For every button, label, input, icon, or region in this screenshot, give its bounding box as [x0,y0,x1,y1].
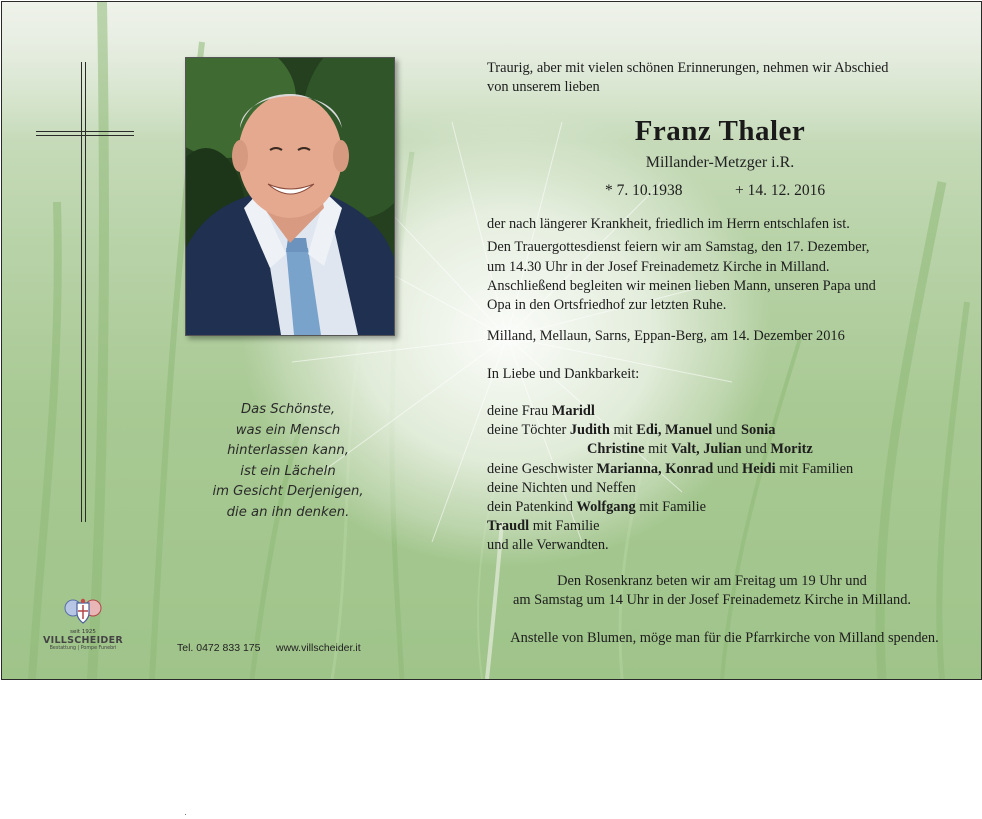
quote-line: die an ihn denken. [226,504,350,520]
rosary-line: am Samstag um 14 Uhr in der Josef Freinademetz Kirche in Milland. [512,592,912,608]
obituary-card [1,1,982,680]
deceased-name: Franz Thaler [634,115,806,147]
mourner-line-daughters [487,421,775,441]
birth-date: * 7. 10.1938 [605,182,683,199]
mourner-text: mit [609,422,637,438]
mourner-name: Maridl [551,403,595,419]
body-line: Opa in den Ortsfriedhof zur letzten Ruhe. [487,297,727,313]
place-date: Milland, Mellaun, Sarns, Eppan-Berg, am 14. Dezember 2016 [487,328,845,344]
stray-dot [185,814,186,815]
quote-line: Das Schönste, [240,402,336,417]
mourner-line-wife [487,402,595,422]
logo-subtitle: Bestattung | Pompe Funebri [49,646,117,651]
body-line: der nach längerer Krankheit, friedlich im Herrn entschlafen ist. [487,216,850,232]
mourner-text: und [741,441,771,457]
body-line: um 14.30 Uhr in der Josef Freinademetz Kirche in Milland. [487,259,830,275]
mourner-name: Marianna, Konrad [596,461,714,477]
mourner-text: mit Familie [635,499,707,515]
mourner-name: Christine [587,441,645,457]
mourner-text: und [713,461,743,477]
mourner-line-daughters-2 [587,440,813,460]
footer-phone: Tel. 0472 833 175 [177,642,261,654]
memorial-quote [198,400,378,523]
body-line: Den Trauergottesdienst feiern wir am Samstag, den 17. Dezember, [487,239,870,255]
donation-note: Anstelle von Blumen, möge man für die Pfarrkirche von Milland spenden. [510,630,939,646]
mourner-line-traudl [487,517,599,537]
logo-name: VILLSCHEIDER [42,635,124,646]
mourner-name: Edi, Manuel [636,422,713,438]
footer-website[interactable]: www.villscheider.it [276,642,361,654]
mourner-name: Moritz [770,441,813,457]
rosary-line: Den Rosenkranz beten wir am Freitag um 19 Uhr und [557,573,867,589]
mourner-line-nieces: deine Nichten und Neffen [487,480,636,496]
mourner-text: dein Patenkind [487,499,577,515]
deceased-profession: Millander-Metzger i.R. [645,154,795,171]
quote-line: im Gesicht Derjenigen, [212,484,364,499]
cross-horizontal-bar [36,131,134,136]
mourner-line-godchild [487,498,706,518]
portrait-photo [185,57,395,336]
body-line: Anschließend begleiten wir meinen lieben Mann, unseren Papa und [487,278,876,294]
mourner-name: Heidi [742,461,776,477]
mourner-name: Traudl [487,518,530,534]
mourner-text: deine Geschwister [487,461,597,477]
mourner-text: deine Töchter [487,422,570,438]
mourner-name: Judith [569,422,610,438]
mourner-text: mit Familien [775,461,854,477]
mourner-text: mit Familie [529,518,600,534]
funeral-home-logo [38,597,128,651]
mourner-name: Wolfgang [576,499,636,515]
mourner-line-siblings [487,460,853,480]
mourners-intro: In Liebe und Dankbarkeit: [487,366,640,382]
quote-line: was ein Mensch [235,422,341,438]
logo-year: seit 1925 [70,629,96,635]
mourner-line-relatives: und alle Verwandten. [487,537,609,553]
mourner-name: Sonia [741,422,776,438]
mourner-text: deine Frau [487,403,552,419]
intro-line: von unserem lieben [487,79,600,95]
intro-line: Traurig, aber mit vielen schönen Erinnerungen, nehmen wir Abschied [487,60,889,76]
death-date: + 14. 12. 2016 [735,182,826,199]
quote-line: hinterlassen kann, [227,443,349,458]
mourner-text: mit [644,441,671,457]
quote-line: ist ein Lächeln [240,463,336,479]
mourner-text: und [712,422,741,438]
villscheider-crest-icon [63,597,103,627]
mourner-name: Valt, Julian [670,441,742,457]
